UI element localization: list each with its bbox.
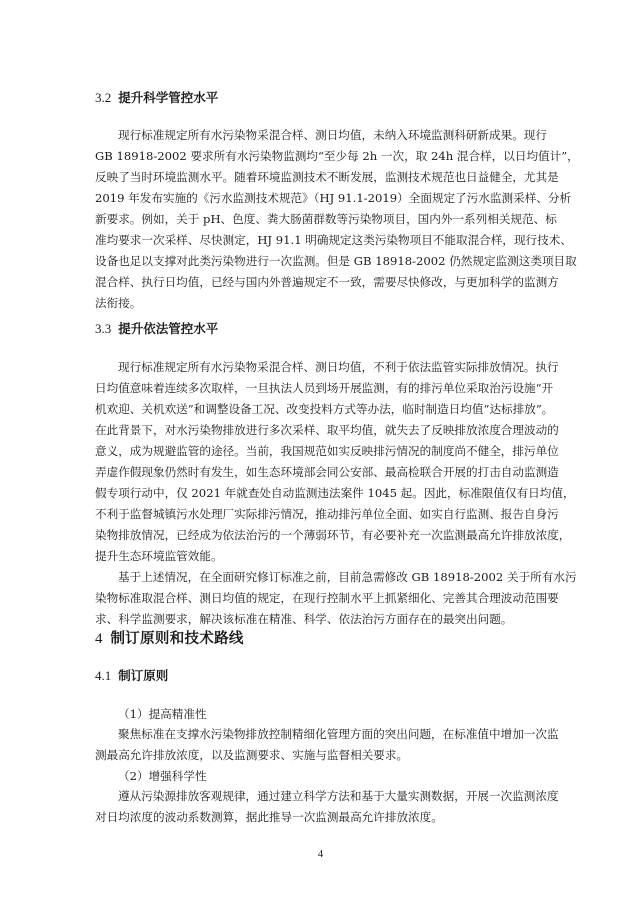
paragraph-line: 弄虚作假现象仍然时有发生，如生态环境部会同公安部、最高检联合开展的打击自动监测造: [95, 465, 559, 479]
section-number: 3.2: [95, 90, 112, 105]
paragraph-line: 染物排放情况，已经成为依法治污的一个薄弱环节，有必要补充一次监测最高允许排放浓度，: [95, 528, 571, 542]
section-heading-3-3: [95, 319, 218, 337]
paragraph-line: 染物标准取混合样、测日均值的规定，在现行控制水平上抓紧细化、完善其合理波动范围要: [95, 591, 559, 605]
paragraph-line: 假专项行动中，仅 2021 年就查处自动监测违法案件 1045 起。因此，标准限值仅有日均值，: [95, 486, 575, 500]
paragraph-science: [95, 125, 579, 314]
section-title: 制订原则: [118, 668, 169, 683]
section-heading-3-2: [95, 88, 218, 106]
section-title: 提升科学管控水平: [118, 90, 219, 105]
paragraph-line: 混合样、执行日均值，已经与国内外普遍规定不一致，需要尽快修改，与更加科学的监测方: [95, 275, 559, 289]
paragraph-scientific: [95, 786, 559, 828]
paragraph-line: 聚焦标准在支撑水污染物排放控制精细化管理方面的突出问题，在标准值中增加一次监: [118, 727, 559, 741]
paragraph-line: 对日均浓度的波动系数测算，据此推导一次监测最高允许排放浓度。: [95, 810, 443, 824]
paragraph-line: 测最高允许排放浓度，以及监测要求、实施与监督相关要求。: [95, 748, 409, 762]
section-number: 4: [95, 631, 103, 647]
paragraph-line: 日均值意味着连续多次取样，一旦执法人员到场开展监测，有的排污单位采取治污设施“开: [95, 381, 554, 395]
paragraph-line: 求、科学监测要求，解决该标准在精准、科学、依法治污方面存在的最突出问题。: [95, 612, 513, 626]
paragraph-line: 提升生态环境监管效能。: [95, 549, 223, 563]
page-number: 4: [317, 848, 324, 860]
paragraph-line: 反映了当时环境监测水平。随着环境监测技术不断发展，监测技术规范也日益健全，尤其是: [95, 170, 559, 184]
paragraph-line: 2019 年发布实施的《污水监测技术规范》（HJ 91.1-2019）全面规定了污水监测采样、分析: [95, 191, 572, 205]
principle-item-1: （1）提高精准性: [118, 707, 207, 721]
section-heading-4: [95, 627, 244, 648]
paragraph-line: 不利于监督城镇污水处理厂实际排污情况，推动排污单位全面、如实自行监测、报告自身污: [95, 507, 559, 521]
paragraph-line: 新要求。例如，关于 pH、色度、粪大肠菌群数等污染物项目，国内外一系列相关规范、标: [95, 212, 557, 226]
paragraph-line: 意义，成为规避监管的途径。当前，我国规范如实反映排污情况的制度尚不健全，排污单位: [95, 444, 559, 458]
paragraph-line: 基于上述情况，在全面研究修订标准之前，目前急需修改 GB 18918-2002 关于所有水污: [118, 570, 577, 584]
paragraph-law: [95, 357, 575, 567]
paragraph-line: 准均要求一次采样、尽快测定，HJ 91.1 明确规定这类污染物项目不能取混合样，现行技术、: [95, 233, 572, 247]
paragraph-line: 现行标准规定所有水污染物采混合样、测日均值，未纳入环境监测科研新成果。现行: [118, 128, 547, 142]
paragraph-line: 现行标准规定所有水污染物采混合样、测日均值，不利于依法监管实际排放情况。执行: [118, 360, 559, 374]
paragraph-line: 设备也足以支撑对此类污染物进行一次监测。但是 GB 18918-2002 仍然规定监测这类项目取: [95, 254, 577, 268]
paragraph-line: 机欢迎、关机欢送”和调整设备工况、改变投料方式等办法，临时制造日均值“达标排放”。: [95, 402, 554, 416]
principle-item-2: （2）增强科学性: [118, 769, 207, 783]
section-number: 4.1: [95, 668, 112, 683]
paragraph-line: 遵从污染源排放客观规律，通过建立科学方法和基于大量实测数据，开展一次监测浓度: [118, 789, 559, 803]
paragraph-line: GB 18918-2002 要求所有水污染物监测均“至少每 2h 一次，取 24h 混合样，以日均值计”，: [95, 149, 579, 163]
paragraph-line: 法衔接。: [95, 296, 142, 310]
paragraph-line: 在此背景下，对水污染物排放进行多次采样、取平均值，就失去了反映排放浓度合理波动的: [95, 423, 559, 437]
section-title: 提升依法管控水平: [118, 321, 219, 336]
section-title: 制订原则和技术路线: [110, 631, 244, 647]
section-heading-4-1: [95, 666, 168, 684]
paragraph-precision: [95, 724, 559, 766]
paragraph-summary: [95, 567, 577, 630]
section-number: 3.3: [95, 321, 112, 336]
